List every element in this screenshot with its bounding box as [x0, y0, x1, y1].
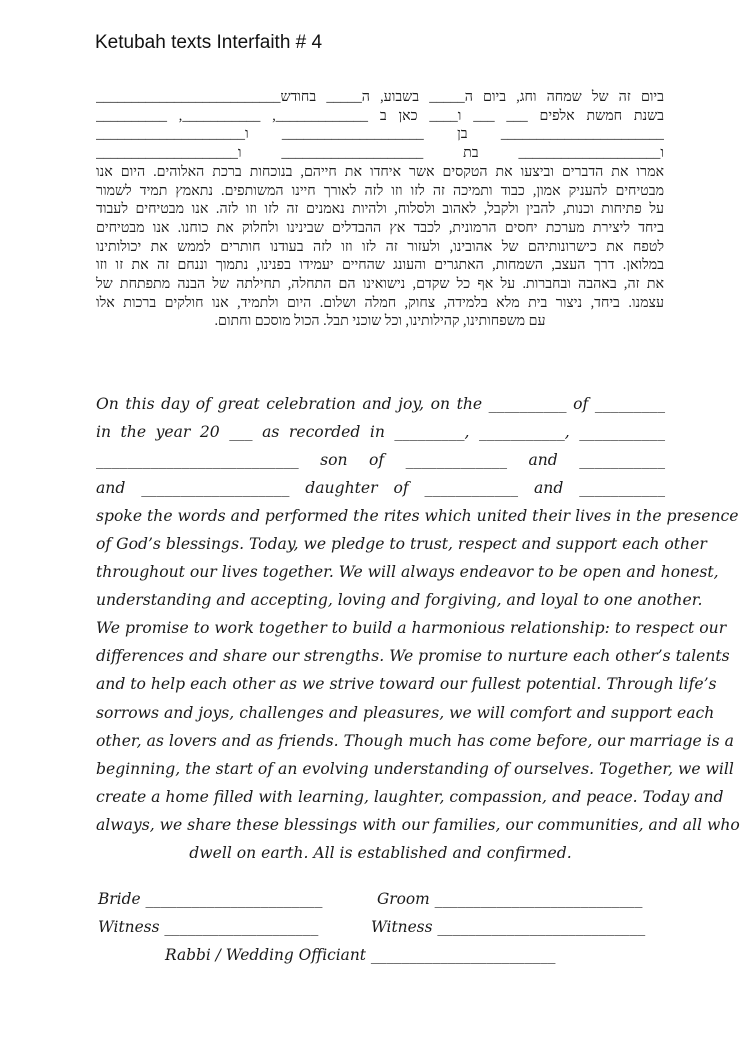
hebrew-line: ביחד ליצירת מערכת יחסים הרמונית, לכבד אץ ההבדלים שבינינו ולחלוק את כוחנו. אנו מבטיחים: [96, 219, 664, 236]
english-text: [96, 390, 740, 867]
hebrew-line: עצמנו. ביחד, ניצור בית מלא בלמידה, צחוק, חמלה ושלום. היום ולתמיד, אנו חולקים ברכות אלו: [96, 294, 664, 311]
hebrew-line: מבטיחים להעניק אמון, כבוד ותמיכה זה לזו וזו לזה לאורך חיינו המשותפים. נתאמץ תמיד לשמור: [96, 182, 664, 199]
hebrew-line: בשנת חמשת אלפים ___ ___ ו____ כאן ב _____________, ___________, __________: [96, 107, 664, 124]
english-line: beginning, the start of an evolving understanding of ourselves. Together, we will: [96, 759, 734, 778]
english-line: of God’s blessings. Today, we pledge to trust, respect and support each other: [96, 535, 707, 554]
bride-signature-line: Bride _______________________: [98, 890, 323, 908]
hebrew-line: אמרו את הדברים וביצעו את הטקסים אשר איחדו את חייהם, בנוכחות ברכת האלוהים. היום אנו: [96, 163, 664, 180]
hebrew-line: על פתיחות וכנות, להבין ולקבל, לאהוב ולסלוח, ולהיות נאמנים זה לזו וזו לזה. אנו מבטיחים לעבוד: [96, 201, 664, 218]
english-line: We promise to work together to build a harmonious relationship: to respect our: [96, 619, 727, 638]
witness-signature-line-2: Witness ___________________________: [371, 918, 646, 936]
rabbi-signature-line: Rabbi / Wedding Officiant ________________________: [165, 946, 556, 964]
document-title: Ketubah texts Interfaith # 4: [95, 32, 323, 53]
english-line: __________________________ son of _____________ and ___________: [96, 451, 665, 470]
hebrew-line: את זה, באהבה ובחברות. על אף כל שקדם, נישואינו הם התחלה, תחילתה של הבנה מתפתחת של: [96, 276, 664, 293]
english-line: other, as lovers and as friends. Though much has come before, our marriage is a: [96, 731, 734, 750]
english-line: understanding and accepting, loving and forgiving, and loyal to one another.: [96, 591, 703, 610]
groom-signature-line: Groom ___________________________: [377, 890, 643, 908]
english-line: in the year 20 ___ as recorded in _________, ___________, ___________: [96, 423, 665, 442]
hebrew-line: ו____________________ בת ____________________ ו____________________: [96, 145, 664, 162]
english-line: and to help each other as we strive toward our fullest potential. Through life’s: [96, 675, 717, 694]
english-line: and ___________________ daughter of ____________ and ___________: [96, 479, 665, 498]
hebrew-text: [96, 88, 664, 331]
english-line: always, we share these blessings with our families, our communities, and all who: [96, 815, 740, 834]
english-line: spoke the words and performed the rites which united their lives in the presence: [96, 507, 739, 526]
english-line: dwell on earth. All is established and confirmed.: [189, 843, 572, 862]
english-line: sorrows and joys, challenges and pleasures, we will comfort and support each: [96, 703, 715, 722]
hebrew-line: לטפח את כישרונותיהם של אהובינו, ולעזור זה לזו וזו לזה בעודנו חותרים לממש את יכולותינו: [96, 238, 664, 255]
english-line: On this day of great celebration and joy, on the __________ of _________: [96, 395, 665, 413]
hebrew-line: עם משפחותינו, קהילותינו, וכל שוכני תבל. הכול מוסכם וחתום.: [214, 313, 546, 330]
hebrew-line: ביום זה של שמחה וחג, ביום ה_____ בשבוע, ה_____ בחודש__________________________: [96, 89, 664, 105]
hebrew-line: במלואן. דרך העצב, השמחות, האתגרים והעונג שהחיים יעמידו בפנינו, נתמוך וננחם זה את זו וזו: [96, 257, 664, 274]
witness-signature-line-1: Witness ____________________: [98, 918, 319, 936]
hebrew-line: _______________________ בן ____________________ ו_____________________: [96, 126, 664, 143]
english-line: create a home filled with learning, laughter, compassion, and peace. Today and: [96, 787, 724, 806]
english-line: throughout our lives together. We will always endeavor to be open and honest,: [96, 563, 719, 582]
english-line: differences and share our strengths. We promise to nurture each other’s talents: [96, 647, 730, 666]
